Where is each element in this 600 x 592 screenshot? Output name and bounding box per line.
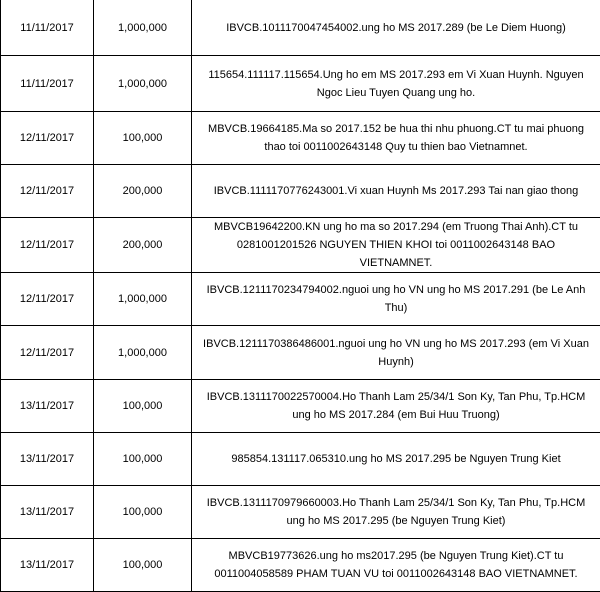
table-row (1, 0, 600, 56)
amount-cell: 100,000 (94, 112, 192, 165)
table-row (1, 380, 600, 433)
date-cell: 13/11/2017 (1, 433, 94, 486)
table-row (1, 165, 600, 218)
table-row (1, 273, 600, 326)
description-cell: IBVCB.1211170386486001.nguoi ung ho VN ung ho MS 2017.293 (em Vi Xuan Huynh) (192, 326, 600, 380)
description-cell: 985854.131117.065310.ung ho MS 2017.295 be Nguyen Trung Kiet (192, 433, 600, 486)
description-cell: MBVCB.19664185.Ma so 2017.152 be hua thi nhu phuong.CT tu mai phuong thao toi 0011002643148 Quy tu thien bao Vietnamnet. (192, 112, 600, 165)
donation-table-body (1, 0, 600, 592)
description-cell: 115654.111117.115654.Ung ho em MS 2017.293 em Vi Xuan Huynh. Nguyen Ngoc Lieu Tuyen Quang ung ho. (192, 56, 600, 112)
table-row (1, 326, 600, 380)
date-cell: 13/11/2017 (1, 380, 94, 433)
table-row (1, 218, 600, 273)
description-cell: IBVCB.1011170047454002.ung ho MS 2017.289 (be Le Diem Huong) (192, 0, 600, 56)
date-cell: 13/11/2017 (1, 539, 94, 592)
amount-cell: 100,000 (94, 486, 192, 539)
amount-cell: 100,000 (94, 380, 192, 433)
amount-cell: 100,000 (94, 433, 192, 486)
date-cell: 12/11/2017 (1, 165, 94, 218)
amount-cell: 1,000,000 (94, 0, 192, 56)
date-cell: 12/11/2017 (1, 326, 94, 380)
table-row (1, 56, 600, 112)
description-cell: IBVCB.1311170022570004.Ho Thanh Lam 25/34/1 Son Ky, Tan Phu, Tp.HCM ung ho MS 2017.284 (em Bui Huu Truong) (192, 380, 600, 433)
date-cell: 12/11/2017 (1, 218, 94, 273)
description-cell: MBVCB19773626.ung ho ms2017.295 (be Nguyen Trung Kiet).CT tu 0011004058589 PHAM TUAN VU toi 0011002643148 BAO VIETNAMNET. (192, 539, 600, 592)
description-cell: MBVCB19642200.KN ung ho ma so 2017.294 (em Truong Thai Anh).CT tu 0281001201526 NGUYEN THIEN KHOI toi 0011002643148 BAO VIETNAMNET. (192, 218, 600, 273)
table-row (1, 539, 600, 592)
date-cell: 11/11/2017 (1, 56, 94, 112)
amount-cell: 1,000,000 (94, 56, 192, 112)
amount-cell: 200,000 (94, 165, 192, 218)
date-cell: 11/11/2017 (1, 0, 94, 56)
date-cell: 12/11/2017 (1, 112, 94, 165)
amount-cell: 200,000 (94, 218, 192, 273)
description-cell: IBVCB.1311170979660003.Ho Thanh Lam 25/34/1 Son Ky, Tan Phu, Tp.HCM ung ho MS 2017.295 (be Nguyen Trung Kiet) (192, 486, 600, 539)
amount-cell: 1,000,000 (94, 326, 192, 380)
amount-cell: 1,000,000 (94, 273, 192, 326)
date-cell: 12/11/2017 (1, 273, 94, 326)
table-row (1, 433, 600, 486)
description-cell: IBVCB.1111170776243001.Vi xuan Huynh Ms 2017.293 Tai nan giao thong (192, 165, 600, 218)
amount-cell: 100,000 (94, 539, 192, 592)
date-cell: 13/11/2017 (1, 486, 94, 539)
table-row (1, 486, 600, 539)
description-cell: IBVCB.1211170234794002.nguoi ung ho VN ung ho MS 2017.291 (be Le Anh Thu) (192, 273, 600, 326)
table-row (1, 112, 600, 165)
